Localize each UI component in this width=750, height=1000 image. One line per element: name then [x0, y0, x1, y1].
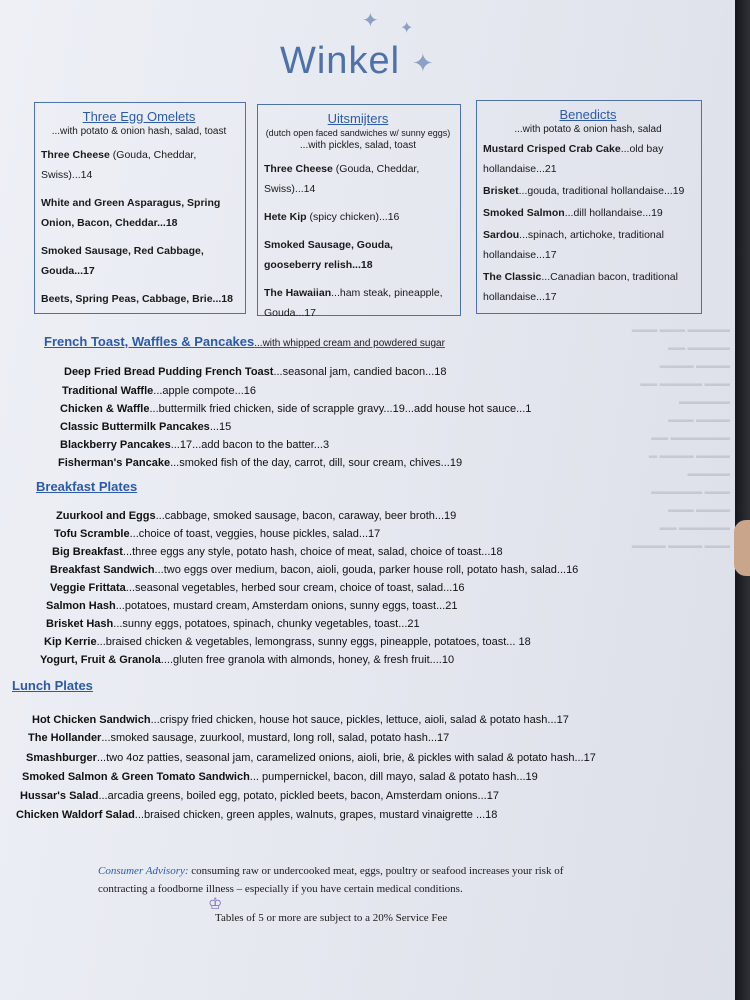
menu-item: Smoked Sausage, Red Cabbage, Gouda...17 — [41, 245, 204, 277]
menu-item: Blackberry Pancakes...17...add bacon to the batter...3 — [60, 439, 330, 451]
menu-item: Chicken Waldorf Salad...braised chicken, green apples, walnuts, grapes, mustard vinaigrette ...18 — [16, 809, 498, 821]
sparkle-icon: ✦ — [412, 48, 434, 78]
menu-item: Kip Kerrie...braised chicken & vegetables, lemongrass, sunny eggs, pineapple, potatoes, toast... 18 — [44, 636, 531, 648]
box-subtitle: (dutch open faced sandwiches w/ sunny eggs) — [265, 128, 451, 138]
menu-item: Deep Fried Bread Pudding French Toast...seasonal jam, candied bacon...18 — [64, 366, 447, 378]
menu-item: Brisket Hash...sunny eggs, potatoes, spinach, chunky vegetables, toast...21 — [46, 618, 420, 630]
sparkle-icon: ✦ — [362, 10, 379, 32]
box-heading: Uitsmijters — [327, 111, 389, 126]
finger — [734, 520, 750, 576]
menu-item: Hete Kip (spicy chicken)...16 — [264, 211, 400, 223]
menu-item: The Hollander...smoked sausage, zuurkool, mustard, long roll, salad, potato hash...17 — [28, 732, 450, 744]
box-heading: Three Egg Omelets — [82, 109, 196, 124]
box-heading: Benedicts — [559, 107, 617, 122]
box-subtitle: ...with pickles, salad, toast — [299, 140, 417, 151]
menu-item: Sardou...spinach, artichoke, traditional hollandaise...17 — [483, 229, 664, 261]
menu-item: Smoked Salmon...dill hollandaise...19 — [483, 207, 663, 219]
menu-item: Three Cheese (Gouda, Cheddar, Swiss)...14 — [264, 163, 420, 195]
menu-item: Chicken & Waffle...buttermilk fried chicken, side of scrapple gravy...19...add house hot sauce...1 — [60, 403, 532, 415]
menu-item: The Classic...Canadian bacon, traditional hollandaise...17 — [483, 271, 678, 303]
menu-item: Tofu Scramble...choice of toast, veggies, house pickles, salad...17 — [54, 528, 381, 540]
menu-item: Classic Buttermilk Pancakes...15 — [60, 421, 232, 433]
menu-item: White and Green Asparagus, Spring Onion, Bacon, Cheddar...18 — [41, 197, 221, 229]
menu-item: Zuurkool and Eggs...cabbage, smoked sausage, bacon, caraway, beer broth...19 — [56, 510, 457, 522]
menu-item: The Hawaiian...ham steak, pineapple, Gouda...17 — [264, 287, 443, 319]
menu-item: Three Cheese (Gouda, Cheddar, Swiss)...14 — [41, 149, 197, 181]
sparkle-icon: ✦ — [400, 20, 414, 37]
menu-item: Brisket...gouda, traditional hollandaise...19 — [483, 185, 685, 197]
menu-item: Salmon Hash...potatoes, mustard cream, Amsterdam onions, sunny eggs, toast...21 — [46, 600, 458, 612]
consumer-advisory: Consumer Advisory: consuming raw or undercooked meat, eggs, poultry or seafood increases your risk of contracting a foodborne illness – especially if you have certain medical conditions. — [98, 865, 564, 895]
menu-item: Fisherman's Pancake...smoked fish of the day, carrot, dill, sour cream, chives...19 — [58, 457, 463, 469]
menu-item: Hot Chicken Sandwich...crispy fried chicken, house hot sauce, pickles, lettuce, aioli, salad & potato hash...17 — [32, 714, 569, 726]
clipboard-edge — [735, 0, 750, 1000]
uitsmijters-box — [257, 104, 461, 319]
restaurant-title: Winkel — [280, 40, 401, 82]
menu-item: Traditional Waffle...apple compote...16 — [62, 385, 256, 397]
menu-item: Big Breakfast...three eggs any style, potato hash, choice of meat, salad, choice of toast...18 — [52, 546, 503, 558]
section-heading-lunch: Lunch Plates — [12, 678, 93, 693]
menu-item: Smoked Salmon & Green Tomato Sandwich... pumpernickel, bacon, dill mayo, salad & potato hash...19 — [22, 771, 538, 783]
menu-item: Hussar's Salad...arcadia greens, boiled egg, potato, pickled beets, bacon, Amsterdam onions...17 — [20, 790, 499, 802]
menu-item: Breakfast Sandwich...two eggs over medium, bacon, aioli, gouda, parker house roll, potato hash, salad...16 — [50, 564, 579, 576]
section-heading-french-toast: French Toast, Waffles & Pancakes...with whipped cream and powdered sugar — [44, 334, 445, 349]
benedicts-box — [476, 100, 702, 314]
box-subtitle: ...with potato & onion hash, salad — [514, 124, 662, 135]
menu-item: Beets, Spring Peas, Cabbage, Brie...18 — [41, 293, 233, 305]
bleed-through-text: ▬▬▬▬▬ ▬▬▬ ▬▬▬ ▬▬▬▬▬ ▬▬ ▬▬▬▬ ▬▬▬▬ ▬▬▬ ▬▬▬▬▬ ▬▬ ▬▬▬▬▬▬ ▬▬▬▬ ▬▬▬ ▬▬▬▬▬▬▬ ▬▬ ▬▬▬▬ ▬▬▬▬ ▬ ▬▬▬▬▬ ▬▬▬ ▬▬▬▬▬▬ ▬▬▬▬ ▬▬▬ ▬▬▬▬▬▬ ▬▬ ▬▬▬ ▬▬▬▬ ▬▬▬▬ — [631, 324, 730, 550]
box-subtitle: ...with potato & onion hash, salad, toast — [51, 126, 227, 137]
service-fee-note: Tables of 5 or more are subject to a 20% Service Fee — [215, 912, 448, 924]
menu-item: Smashburger...two 4oz patties, seasonal jam, caramelized onions, aioli, brie, & pickles with salad & potato hash...17 — [26, 752, 596, 764]
crown-logo-icon: ♔ — [208, 896, 223, 913]
menu-item: Smoked Sausage, Gouda, gooseberry relish...18 — [264, 239, 393, 271]
section-heading-breakfast: Breakfast Plates — [36, 479, 138, 494]
menu-item: Veggie Frittata...seasonal vegetables, herbed sour cream, choice of toast, salad...16 — [50, 582, 465, 594]
omelets-box — [34, 102, 246, 314]
menu-item: Mustard Crisped Crab Cake...old bay hollandaise...21 — [483, 143, 664, 175]
menu-item: Yogurt, Fruit & Granola....gluten free granola with almonds, honey, & fresh fruit....10 — [40, 654, 455, 666]
